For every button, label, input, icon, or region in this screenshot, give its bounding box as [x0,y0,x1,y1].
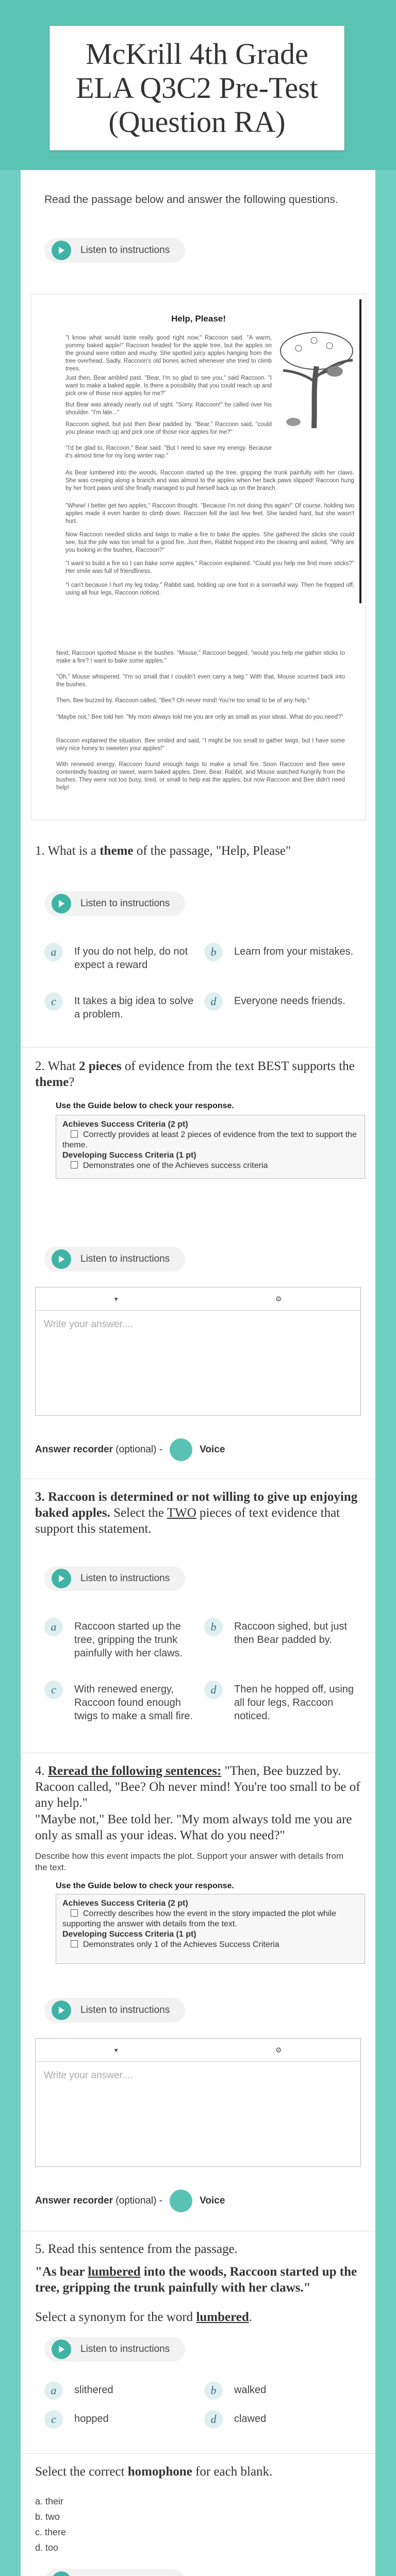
choice-letter: b [204,943,223,961]
listen-label: Listen to instructions [80,245,170,256]
success-criteria-guide: Achieves Success Criteria (2 pt) Correctly describes how the event in the story impacted the plot while supporting the answer with details from the text. Developing Success Criteria (1 pt) Demonstrates only 1 of the Achieves Success Criteria [56,1894,365,1964]
success-criteria-guide: Achieves Success Criteria (2 pt) Correctly provides at least 2 pieces of evidence from the text to support the theme. Developing Success Criteria (1 pt) Demonstrates one of the Achieves success criteria [56,1115,365,1179]
choice-text: It takes a big idea to solve a problem. [74,995,194,1020]
choice-text: With renewed energy, Raccoon found enough twigs to make a small fire. [74,1684,193,1722]
question-6: Select the correct homophone for each blank. [35,2465,273,2479]
choice-text: If you do not help, do not expect a reward [74,946,188,971]
answer-editor[interactable] [35,2038,361,2167]
listen-label: Listen to instructions [80,1253,170,1264]
settings-icon[interactable]: ⚙ [275,1294,282,1303]
passage-paragraph: With renewed energy, Raccoon found enough twigs to make a small fire. Soon Raccoon and Bee were contentedly feasting on sweet, warm baked apples. Deer, Bear, Rabbit, and Mouse watched hungrily from the bushes. They were not too busy, tired, or small to help eat the apples, but now Raccoon and Bee didn't need help! [56,761,345,791]
passage-paragraph: Just then, Bear ambled past. "Bear, I'm so glad to see you," said Raccoon. "I want to make a baked apple. Is there a possibility that you could reach up and pick one of those nice apples for me?" [65,375,272,397]
play-icon [52,1249,71,1269]
choice-text: Learn from your mistakes. [234,946,354,957]
choice-text: Raccoon sighed, but just then Bear padded by. [234,1621,348,1646]
choice-b[interactable] [204,2383,359,2400]
choice-text: Everyone needs friends. [234,995,345,1007]
choice-letter: a [44,2381,63,2400]
choice-letter: a [44,1618,63,1636]
choice-letter: b [204,2381,223,2400]
editor-toolbar [36,2039,360,2062]
choice-letter: c [44,992,63,1011]
choice-text: walked [234,2384,267,2396]
record-button[interactable] [170,1438,192,1461]
question-5-quote: "As bear lumbered into the woods, Raccoon started up the tree, gripping the trunk painfully with her claws." [35,2265,357,2295]
checkbox-icon [71,1130,78,1138]
choice-a[interactable] [44,1620,199,1660]
listen-button[interactable] [44,891,185,916]
answer-recorder: Answer recorder (optional) - Voice [35,2190,225,2212]
choice-letter: d [204,2410,223,2429]
choice-d[interactable] [204,2412,359,2429]
listen-label: Listen to instructions [80,1573,170,1584]
choice-text: Raccoon started up the tree, gripping the trunk painfully with her claws. [74,1621,183,1659]
question-4-quote: "Maybe not," Bee told her. "My mom always told me you are only as small as your ideas. What do you need?" [35,1812,352,1842]
play-icon [52,894,71,913]
option-too: d. too [35,2543,59,2553]
choice-letter: c [44,2410,63,2429]
answer-placeholder: Write your answer.... [44,2070,133,2081]
choice-letter: b [204,1618,223,1636]
passage-paragraph: "Maybe not," Bee told her. "My mom always told me you are only as small as your ideas. What do you need?" [56,714,343,720]
listen-label: Listen to instructions [80,2005,170,2015]
choice-d[interactable] [204,1683,359,1723]
homophone-options [35,2494,66,2555]
choice-c[interactable] [44,1683,199,1723]
worksheet [21,170,375,2576]
recorder-label: Answer recorder [35,1444,113,1455]
passage-paragraph: Then, Bee buzzed by. Raccoon called, "Bee? Oh never mind! You're too small to be of any help." [56,698,310,704]
answer-recorder: Answer recorder (optional) - Voice [35,1438,225,1461]
passage-image [31,294,366,820]
option-two: b. two [35,2512,60,2522]
listen-button[interactable] [44,2569,185,2576]
choice-text: Then he hopped off, using all four legs, Raccoon noticed. [234,1684,354,1722]
passage-paragraph: "I want to build a fire so I can bake some apples," Raccoon explained. "Could you help me find more sticks?" Her smile was full of friendliness. [65,561,354,574]
choice-letter: a [44,943,63,961]
choice-d[interactable] [204,994,359,1011]
checkbox-icon [71,1940,78,1947]
answer-editor[interactable] [35,1287,361,1416]
question-3: 3. Raccoon is determined or not willing to give up enjoying baked apples. Select the TWO pieces of text evidence that support this statement. [35,1490,358,1536]
choice-c[interactable] [44,2412,199,2429]
passage-paragraph: "Whew! I better get two apples," Raccoon thought. "Because I'm not doing this again!" Of course, holding two apples made it even harder to climb down. Raccoon fell the last few feet. She landed hard, but she wasn't hurt. [65,503,354,524]
listen-label: Listen to instructions [80,2344,170,2354]
choice-b[interactable] [204,945,359,961]
checkbox-icon [71,1909,78,1917]
choice-b[interactable] [204,1620,359,1647]
question-5-prompt: Select a synonym for the word lumbered. [35,2310,253,2324]
dropdown-icon[interactable]: ▾ [114,1294,118,1303]
choice-text: hopped [74,2413,109,2425]
passage-paragraph: But Bear was already nearly out of sight. "Sorry, Raccoon!" he called over his shoulder. "I'm late..." [65,402,272,416]
passage-paragraph: As Bear lumbered into the woods, Raccoon started up the tree, gripping the trunk painfully with her claws. She was creeping along a branch and was almost to the apples when her back paws slipped! Raccoon hung by her front paws until she finally managed to pull herself back up on the branch. [65,470,354,492]
voice-label: Voice [200,1444,225,1455]
choice-a[interactable] [44,2383,199,2400]
passage-paragraph: "Oh," Mouse whispered. "I'm so small that I couldn't even carry a twig." With that, Mouse scurried back into the bushes. [56,674,345,688]
choice-letter: c [44,1681,63,1699]
intro-instructions: Read the passage below and answer the following questions. [44,194,338,206]
editor-toolbar [36,1287,360,1311]
choice-letter: d [204,1681,223,1699]
question-4: 4. Reread the following sentences: "Then, Bee buzzed by. Racoon called, "Bee? Oh never mind! You're too small to be of any help." [35,1764,360,1810]
guide-heading: Use the Guide below to check your response. [56,1101,234,1110]
passage-paragraph: Raccoon explained the situation. Bee smiled and said, "I might be too small to gather twigs, but I have some very nice honey to sweeten your apples!" [56,738,345,752]
divider [21,2453,375,2454]
passage-paragraph: "I know what would taste really good right now," Raccoon said. "A warm, yummy baked apple!" Raccoon headed for the apple tree, but the apples on the ground were rotten and mushy. She spotted juicy apples hanging from the tree overhead. Sadly, Raccoon's old bones ached whenever she tried to climb trees. [65,335,272,372]
recorder-label: Answer recorder [35,2195,113,2206]
question-5: 5. Read this sentence from the passage. [35,2242,238,2256]
passage-title: Help, Please! [171,314,226,324]
passage-paragraph: Next, Raccoon spotted Mouse in the bushes. "Mouse," Raccoon begged, "would you help me gather sticks to make a fire? I want to bake some apples." [56,650,345,664]
play-icon [52,1569,71,1588]
passage-paragraph: Now Raccoon needed sticks and twigs to make a fire to bake the apples. She gathered the sticks she could see, but the pile was too small for a good fire. Just then, Rabbit hopped into the clearing and asked, "Why are you looking in the bushes, Raccoon?" [65,532,354,553]
passage-paragraph: Raccoon sighed, but just then Bear padded by. "Bear," Raccoon said, "could you please reach up and pick one of those nice apples for me?" [65,421,272,435]
listen-label: Listen to instructions [80,898,170,909]
listen-button[interactable] [44,1247,185,1272]
choice-text: slithered [74,2384,113,2396]
settings-icon[interactable]: ⚙ [275,2045,282,2054]
dropdown-icon[interactable]: ▾ [114,2045,118,2054]
question-4-describe: Describe how this event impacts the plot. Support your answer with details from the text. [35,1851,344,1872]
listen-button[interactable] [44,1566,185,1591]
question-1: 1. What is a theme of the passage, "Help, Please" [35,844,291,858]
guide-heading: Use the Guide below to check your response. [56,1882,234,1890]
checkbox-icon [71,1161,78,1168]
answer-placeholder: Write your answer.... [44,1319,133,1330]
play-icon [52,241,71,260]
listen-button[interactable] [44,2337,185,2362]
passage-scroll-bar [359,299,361,603]
question-2: 2. What 2 pieces of evidence from the text BEST supports the theme? [35,1059,355,1089]
listen-button[interactable] [44,1998,185,2023]
play-icon [52,2001,71,2020]
title-card [50,26,344,150]
option-their: a. their [35,2496,64,2506]
choice-text: clawed [234,2413,267,2425]
passage-paragraph: "I'd be glad to, Raccoon," Bear said. "But I need to save my energy. Because it's almost time for my long winter nap." [65,445,272,459]
page-title: McKrill 4th Grade ELA Q3C2 Pre-Test (Question RA) [76,37,318,139]
option-there: c. there [35,2527,67,2537]
play-icon [52,2340,71,2359]
listen-button[interactable] [44,238,185,263]
raccoon-tree-illustration [278,330,355,428]
choice-c[interactable] [44,994,199,1021]
voice-label: Voice [200,2195,225,2206]
passage-paragraph: "I can't because I hurt my leg today," Rabbit said, holding up one foot in a sorrowful way. Then he hopped off, using all four legs, Raccoon noticed. [65,582,354,596]
choice-letter: d [204,992,223,1011]
choice-a[interactable] [44,945,199,972]
play-icon [52,2571,71,2576]
record-button[interactable] [170,2190,192,2212]
